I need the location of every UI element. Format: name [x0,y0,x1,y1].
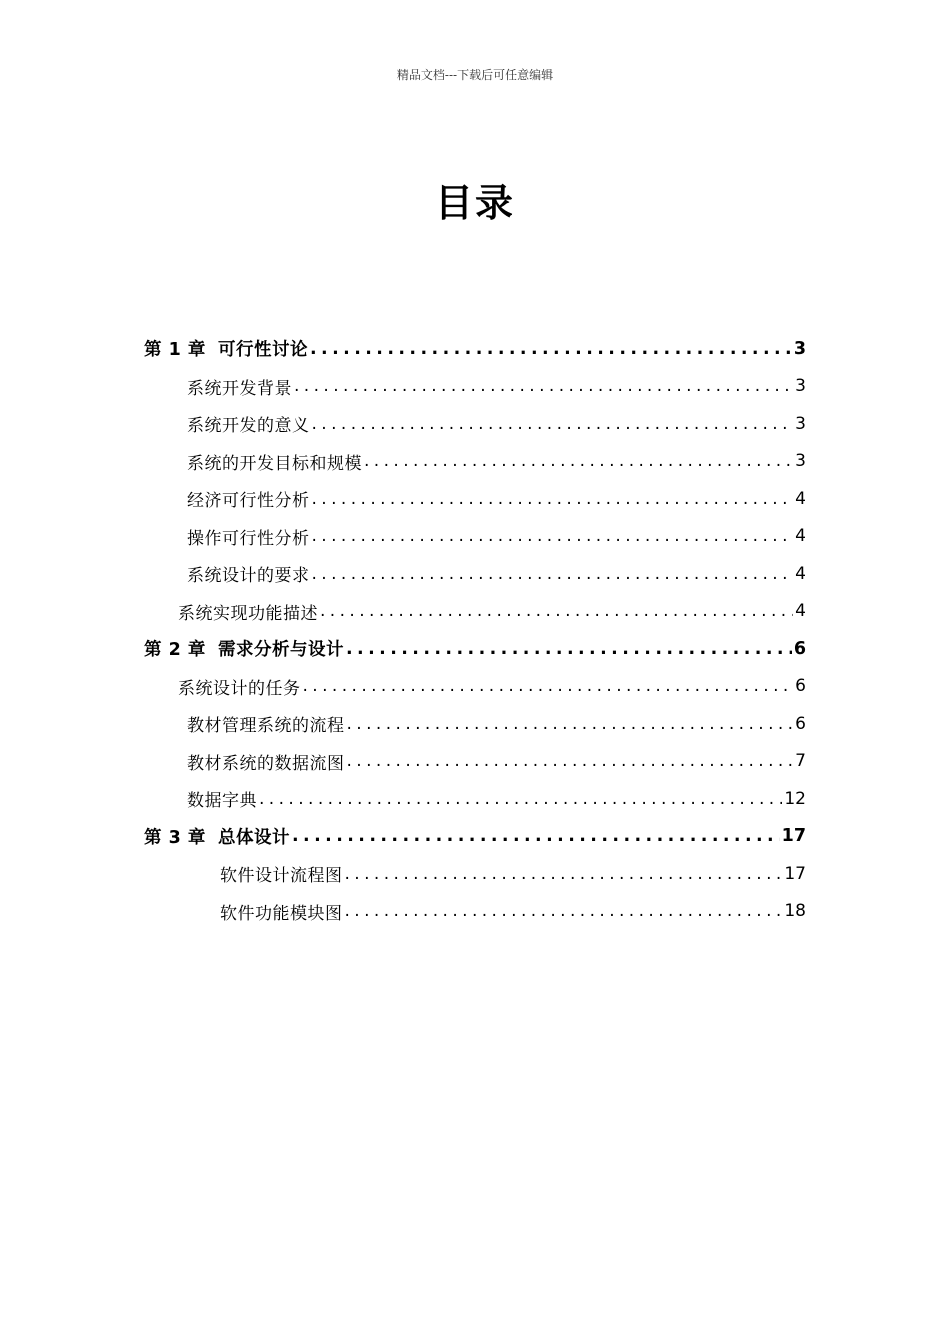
toc-entry-text [144,336,308,361]
toc-entry-label: 系统开发的意义 [187,416,310,437]
toc-dot-leader [312,526,794,546]
toc-entry-label: 总体设计 [218,827,290,848]
toc-entry-label: 系统实现功能描述 [178,603,318,624]
toc-page-number: 4 [795,526,806,547]
toc-section-entry[interactable] [0,368,950,406]
toc-page-number: 4 [795,601,806,622]
toc-entry-label: 系统开发背景 [187,378,292,399]
toc-page-number: 6 [795,676,806,697]
toc-page-number: 6 [795,713,806,734]
toc-entry-label: 系统设计的任务 [178,678,301,699]
table-of-contents [0,330,950,930]
toc-dot-leader [294,376,793,396]
toc-dot-leader [346,639,792,659]
toc-entry-text [187,524,310,549]
toc-section-entry[interactable] [0,593,950,631]
toc-page-number: 6 [793,638,806,659]
toc-dot-leader [345,864,783,884]
toc-entry-text [187,561,310,586]
toc-dot-leader [292,826,780,846]
toc-dot-leader [312,489,794,509]
toc-section-entry[interactable] [0,480,950,518]
toc-entry-text [187,486,310,511]
toc-chapter-number: 第 2 章 [144,640,206,661]
toc-dot-leader [312,414,794,434]
toc-dot-leader [364,451,793,471]
toc-section-entry[interactable] [0,855,950,893]
toc-dot-leader [312,564,794,584]
toc-chapter-entry[interactable] [0,630,950,668]
header-note: 精品文档---下载后可任意编辑 [396,68,554,82]
toc-section-entry[interactable] [0,780,950,818]
toc-section-entry[interactable] [0,518,950,556]
toc-entry-label: 系统设计的要求 [187,566,310,587]
toc-section-entry[interactable] [0,443,950,481]
toc-chapter-number: 第 1 章 [144,340,206,361]
toc-page-number: 3 [793,338,806,359]
toc-entry-label: 系统的开发目标和规模 [187,453,362,474]
toc-entry-text [220,899,343,924]
toc-dot-leader [310,339,792,359]
toc-page-number: 3 [795,376,806,397]
toc-entry-label: 经济可行性分析 [187,491,310,512]
toc-entry-text [178,599,318,624]
toc-entry-text [144,824,290,849]
toc-page-number: 12 [784,788,806,809]
toc-section-entry[interactable] [0,705,950,743]
toc-page-number: 4 [795,488,806,509]
toc-dot-leader [259,789,782,809]
toc-entry-label: 数据字典 [187,791,257,812]
toc-entry-text [187,411,310,436]
toc-entry-text [187,449,362,474]
toc-entry-label: 教材管理系统的流程 [187,716,345,737]
toc-entry-text [187,749,345,774]
toc-page-number: 3 [795,451,806,472]
toc-entry-label: 软件设计流程图 [220,866,343,887]
toc-section-entry[interactable] [0,893,950,931]
toc-section-entry[interactable] [0,405,950,443]
toc-page-number: 4 [795,563,806,584]
toc-entry-text [178,674,301,699]
toc-dot-leader [347,714,794,734]
toc-entry-label: 需求分析与设计 [218,640,344,661]
toc-page-number: 7 [795,751,806,772]
toc-chapter-number: 第 3 章 [144,827,206,848]
toc-section-entry[interactable] [0,668,950,706]
toc-page-number: 3 [795,413,806,434]
toc-section-entry[interactable] [0,555,950,593]
toc-dot-leader [303,676,794,696]
toc-entry-text [187,374,292,399]
toc-entry-text [187,711,345,736]
toc-entry-label: 可行性讨论 [218,340,308,361]
page-title: 目录 [434,181,515,225]
toc-dot-leader [320,601,793,621]
toc-page-number: 17 [784,863,806,884]
toc-page-number: 18 [784,901,806,922]
toc-entry-label: 教材系统的数据流图 [187,753,345,774]
toc-entry-text [220,861,343,886]
toc-dot-leader [347,751,794,771]
toc-entry-label: 软件功能模块图 [220,903,343,924]
toc-entry-label: 操作可行性分析 [187,528,310,549]
toc-chapter-entry[interactable] [0,818,950,856]
toc-page-number: 17 [781,826,806,847]
toc-chapter-entry[interactable] [0,330,950,368]
toc-entry-text [187,786,257,811]
toc-entry-text [144,636,344,661]
toc-section-entry[interactable] [0,743,950,781]
toc-dot-leader [345,901,783,921]
